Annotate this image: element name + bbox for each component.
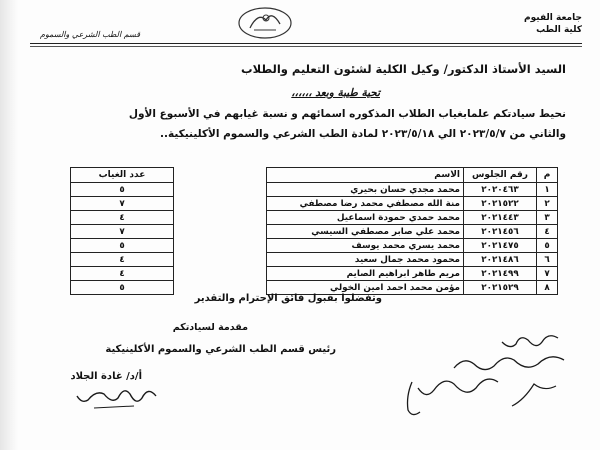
table-row [71, 267, 558, 281]
row-seat-number: ٢٠٢١٥٢٩ [464, 281, 537, 295]
table-row [71, 225, 558, 239]
row-absence-count: ٥ [71, 239, 174, 253]
row-spacer [174, 225, 267, 239]
row-spacer [174, 267, 267, 281]
row-absence-count: ٤ [71, 253, 174, 267]
row-spacer [174, 197, 267, 211]
letter-body-line-1: نحيط سيادتكم علمابغياب الطلاب المذكوره اسمائهم و نسبة غيابهم في الأسبوع الأول [128, 108, 566, 120]
scan-edge-shadow [0, 0, 18, 450]
row-seat-number: ٢٠٢١٤٧٥ [464, 239, 537, 253]
row-spacer [174, 253, 267, 267]
header-rule [30, 43, 582, 44]
row-index: ٤ [537, 225, 558, 239]
row-seat-number: ٢٠٢١٤٩٩ [464, 267, 537, 281]
row-seat-number: ٢٠٢١٤٥٦ [464, 225, 537, 239]
row-seat-number: ٢٠٢٠٤٦٣ [464, 183, 537, 197]
row-absence-count: ٥ [71, 281, 174, 295]
letter-closing: وتفضلوا بقبول فائق الإحترام والتقدير [194, 293, 382, 304]
row-absence-count: ٤ [71, 211, 174, 225]
row-index: ٦ [537, 253, 558, 267]
row-student-name: مريم طاهر ابراهيم الصايم [267, 267, 464, 281]
header-index: م [537, 168, 558, 183]
table-row [71, 239, 558, 253]
row-student-name: محمد علي صابر مصطفي السيسي [267, 225, 464, 239]
letter-addressee: السيد الأستاذ الدكتور/ وكيل الكلية لشئون التعليم والطلاب [241, 62, 566, 76]
header-absence-count: عدد الغياب [71, 168, 174, 183]
row-student-name: محمد مجدي حسان بحيري [267, 183, 464, 197]
row-spacer [174, 239, 267, 253]
row-index: ٨ [537, 281, 558, 295]
row-spacer [174, 183, 267, 197]
row-index: ٣ [537, 211, 558, 225]
row-absence-count: ٧ [71, 197, 174, 211]
row-student-name: منة الله مصطفي محمد رضا مصطفي [267, 197, 464, 211]
table-row [71, 211, 558, 225]
table-row [71, 197, 558, 211]
table-row [71, 253, 558, 267]
row-student-name: محمد يسري محمد يوسف [267, 239, 464, 253]
row-student-name: محمد حمدي حمودة اسماعيل [267, 211, 464, 225]
row-absence-count: ٤ [71, 267, 174, 281]
department-header: قسم الطب الشرعي والسموم [40, 30, 141, 39]
handwritten-annotation [398, 330, 568, 420]
table-row [71, 183, 558, 197]
row-seat-number: ٢٠٢١٥٢٢ [464, 197, 537, 211]
row-student-name: محمود محمد جمال سعيد [267, 253, 464, 267]
header-seat-number: رقم الجلوس [464, 168, 537, 183]
row-index: ١ [537, 183, 558, 197]
faculty-name: كلية الطب [536, 25, 582, 35]
department-head-title: رئيس قسم الطب الشرعي والسموم الأكلينيكية [105, 344, 336, 355]
row-absence-count: ٧ [71, 225, 174, 239]
header-rule-secondary [30, 46, 582, 47]
letter-greeting: تحية طيبة وبعد ،،،،،، [291, 87, 380, 99]
row-seat-number: ٢٠٢١٤٨٦ [464, 253, 537, 267]
row-student-name: مؤمن محمد احمد امين الخولي [267, 281, 464, 295]
handwritten-signature [74, 382, 160, 412]
signer-name: أ/د/ غادة الجلاد [70, 371, 142, 382]
university-logo [236, 6, 294, 40]
row-spacer [174, 211, 267, 225]
letterhead-institution [524, 12, 582, 36]
row-seat-number: ٢٠٢١٤٤٣ [464, 211, 537, 225]
row-absence-count: ٥ [71, 183, 174, 197]
university-name: جامعة الفيوم [524, 13, 582, 23]
row-index: ٥ [537, 239, 558, 253]
row-index: ٢ [537, 197, 558, 211]
table-header-row [71, 168, 558, 183]
header-spacer [174, 168, 267, 183]
row-index: ٧ [537, 267, 558, 281]
header-student-name: الاسم [267, 168, 464, 183]
letter-body-line-2: والثاني من ٢٠٢٣/٥/٧ الي ٢٠٢٣/٥/١٨ لمادة الطب الشرعي والسموم الأكلينيكية.. [160, 128, 566, 140]
absence-table [70, 167, 558, 295]
submitted-by-line: مقدمة لسيادتكم [172, 322, 248, 333]
